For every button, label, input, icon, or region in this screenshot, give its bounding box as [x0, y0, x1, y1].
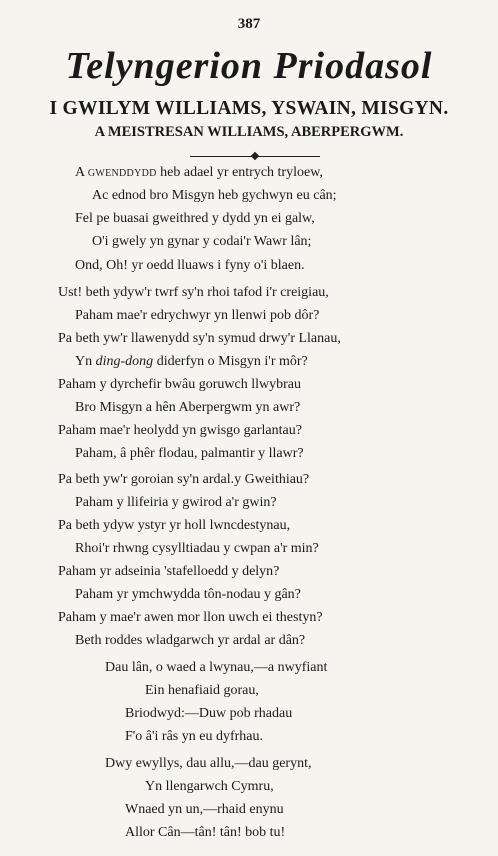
poem-line: Dwy ewyllys, dau allu,—dau gerynt,: [105, 756, 312, 771]
poem-line: A gwenddydd heb adael yr entrych tryloew,: [75, 165, 323, 180]
poem-line: O'i gwely yn gynar y codai'r Wawr lân;: [92, 234, 312, 249]
poem-line: Paham y mae'r awen mor llon uwch ei thestyn?: [58, 610, 323, 625]
poem-line: Yn ding-dong diderfyn o Misgyn i'r môr?: [75, 354, 308, 369]
poem-line: Rhoi'r rhwng cysylltiadau y cwpan a'r min?: [75, 541, 319, 556]
poem-line: Briodwyd:—Duw pob rhadau: [125, 706, 293, 721]
ornate-title: Telyngerion Priodasol: [65, 45, 433, 87]
poem-line: Fel pe buasai gweithred y dydd yn ei galw,: [75, 211, 315, 226]
poem-line: Paham mae'r heolydd yn gwisgo garlantau?: [58, 423, 302, 438]
poem-line: Ond, Oh! yr oedd lluaws i fyny o'i blaen.: [75, 258, 305, 273]
poem-line: Allor Cân—tân! tân! bob tu!: [125, 825, 286, 840]
poem-line: Ust! beth ydyw'r twrf sy'n rhoi tafod i'r creigiau,: [58, 285, 329, 300]
poem-line: Pa beth ydyw ystyr yr holl lwncdestynau,: [58, 518, 291, 533]
poem-line: Beth roddes wladgarwch yr ardal ar dân?: [75, 633, 306, 648]
poem-line: F'o â'i râs yn eu dyfrhau.: [125, 729, 264, 744]
poem-line: Paham y llifeiria y gwirod a'r gwin?: [75, 495, 277, 510]
poem-line: Dau lân, o waed a lwynau,—a nwyfiant: [105, 660, 328, 675]
poem-line: Bro Misgyn a hên Aberpergwm yn awr?: [75, 400, 301, 415]
poem-line: Paham y dyrchefir bwâu goruwch llwybrau: [58, 377, 301, 392]
poem-line: Ein henafiaid gorau,: [145, 683, 259, 698]
poem-line: Pa beth yw'r llawenydd sy'n symud drwy'r Llanau,: [58, 331, 341, 346]
dedication-subheading: A MEISTRESAN WILLIAMS, ABERPERGWM.: [94, 124, 404, 140]
poem-line: Paham, â phêr flodau, palmantir y llawr?: [75, 446, 304, 461]
ornamental-rule-diamond: [251, 152, 259, 160]
poem-line: Wnaed yn un,—rhaid enynu: [125, 802, 284, 817]
poem-line: Paham mae'r edrychwyr yn llenwi pob dôr?: [75, 308, 320, 323]
dedication-heading: I GWILYM WILLIAMS, YSWAIN, MISGYN.: [49, 98, 449, 119]
poem-line: Paham yr adseinia 'stafelloedd y delyn?: [58, 564, 280, 579]
page-number: 387: [237, 16, 261, 32]
poem-line: Ac ednod bro Misgyn heb gychwyn eu cân;: [92, 188, 337, 203]
poem-line: Pa beth yw'r goroian sy'n ardal.y Gweithiau?: [58, 472, 310, 487]
poem-line: Yn llengarwch Cymru,: [145, 779, 274, 794]
poem-line: Paham yr ymchwydda tôn-nodau y gân?: [75, 587, 301, 602]
